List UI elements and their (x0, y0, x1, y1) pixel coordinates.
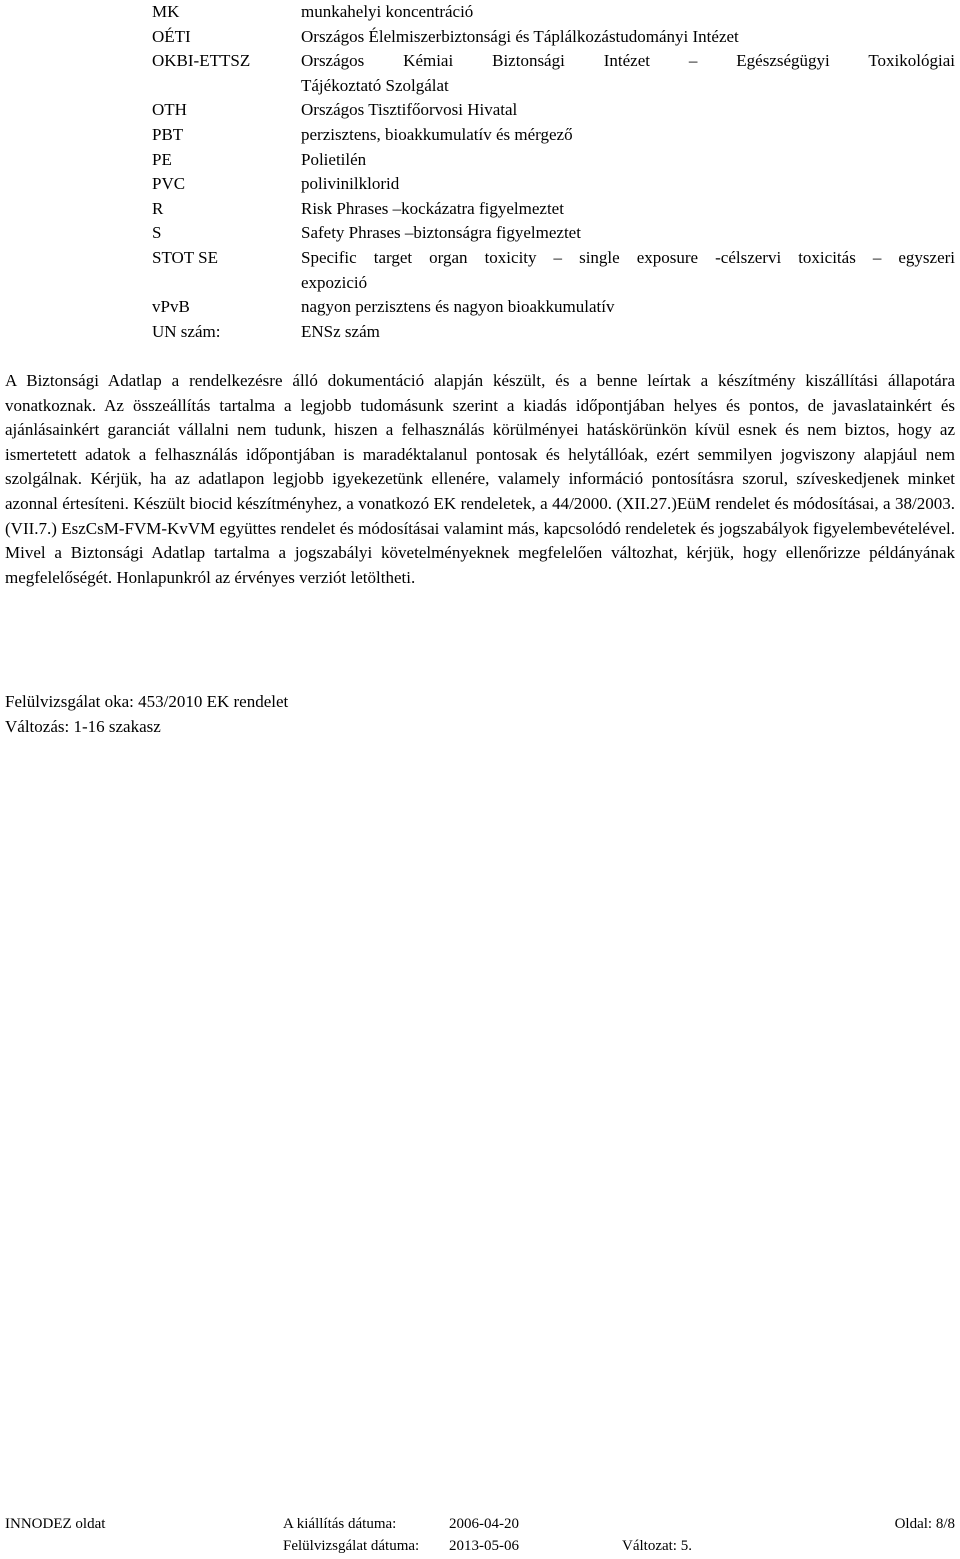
abbreviation-definition-line: Országos Kémiai Biztonsági Intézet – Egészségügyi Toxikológiai (301, 51, 955, 71)
abbreviation-row (0, 197, 960, 222)
abbreviation-definition: polivinilklorid (301, 174, 400, 194)
abbreviation-row (0, 221, 960, 246)
abbreviation-term: S (152, 223, 162, 243)
footer-issue-label: A kiállítás dátuma: (283, 1516, 397, 1532)
abbreviation-list (0, 0, 960, 344)
abbreviation-row (0, 172, 960, 197)
abbreviation-term: vPvB (152, 297, 190, 317)
abbreviation-term: OKBI-ETTSZ (152, 51, 251, 71)
abbreviation-definition: nagyon perzisztens és nagyon bioakkumulatív (301, 297, 615, 317)
abbreviation-row (0, 123, 960, 148)
page-footer (0, 1512, 960, 1557)
abbreviation-row (0, 246, 960, 295)
abbreviation-definition: Risk Phrases –kockázatra figyelmeztet (301, 198, 564, 218)
footer-review-date: 2013-05-06 (449, 1538, 519, 1554)
revision-info (5, 690, 288, 739)
disclaimer-paragraph: A Biztonsági Adatlap a rendelkezésre álló dokumentáció alapján készült, és a benne leírtak a készítmény kiszállítási állapotára vonatkoznak. Az összeállítás tartalma a legjobb tudomásunk szerint a kiadás időpontjában helyes és pontos, de javaslatainkért és ajánlásainkért garanciát vállalni nem tudunk, hiszen a felhasználás körülményei hatáskörünkön kívül esnek és nem biztos, hogy az ismertetett adatok a felhasználás időpontjában is maradéktalanul pontosak és helytállóak, ezért semmilyen jogviszony alapjául nem szolgálnak. Kérjük, ha az adatlapon legjobb igyekezetünk ellenére, valamely információ pontosításra szorul, szíveskedjenek minket azonnal értesíteni. Készült biocid készítményhez, a vonatkozó EK rendeletek, a 44/2000. (XII.27.)EüM rendelet és módosításai, a 38/2003. (VII.7.) EszCsM-FVM-KvVM együttes rendelet és módosításai valamint más, kapcsolódó rendeletek és jogszabályok figyelembevételével. Mivel a Biztonsági Adatlap tartalma a jogszabályi követelményeknek megfelelően változhat, kérjük, hogy ellenőrizze példányának megfelelőségét. Honlapunkról az érvényes verziót letöltheti. (5, 371, 955, 587)
abbreviation-row (0, 295, 960, 320)
abbreviation-row (0, 98, 960, 123)
abbreviation-term: STOT SE (152, 247, 218, 267)
abbreviation-row (0, 0, 960, 25)
footer-page-number: Oldal: 8/8 (894, 1516, 955, 1532)
abbreviation-term: MK (152, 2, 180, 21)
footer-review-label: Felülvizsgálat dátuma: (283, 1538, 420, 1554)
abbreviation-term: R (152, 198, 164, 218)
abbreviation-term: OTH (152, 100, 187, 120)
abbreviation-term: UN szám: (152, 321, 221, 341)
abbreviation-term: PVC (152, 174, 186, 194)
abbreviation-definition: Polietilén (301, 149, 367, 169)
abbreviation-row (0, 148, 960, 173)
abbreviation-definition (301, 246, 955, 295)
abbreviation-term: PBT (152, 124, 184, 144)
footer-company: INNODEZ oldat (5, 1516, 106, 1532)
abbreviation-definition: munkahelyi koncentráció (301, 2, 474, 21)
abbreviation-definition: ENSz szám (301, 321, 380, 341)
revision-reason: Felülvizsgálat oka: 453/2010 EK rendelet (5, 692, 289, 711)
abbreviation-definition-line: expozició (301, 272, 368, 292)
abbreviation-row (0, 25, 960, 50)
abbreviation-row (0, 49, 960, 98)
abbreviation-definition: Országos Élelmiszerbiztonsági és Táplálkozástudományi Intézet (301, 26, 739, 46)
footer-issue-date: 2006-04-20 (449, 1516, 519, 1532)
abbreviation-definition-line: Tájékoztató Szolgálat (301, 75, 449, 95)
abbreviation-definition: perzisztens, bioakkumulatív és mérgező (301, 124, 573, 144)
abbreviation-definition: Országos Tisztifőorvosi Hivatal (301, 100, 518, 120)
abbreviation-definition-line: Specific target organ toxicity – single exposure -célszervi toxicitás – egyszeri (301, 247, 955, 267)
abbreviation-definition: Safety Phrases –biztonságra figyelmeztet (301, 223, 581, 243)
abbreviation-definition (301, 49, 955, 98)
abbreviation-term: OÉTI (152, 26, 191, 46)
abbreviation-term: PE (152, 149, 172, 169)
footer-version: Változat: 5. (622, 1538, 692, 1554)
abbreviation-row (0, 320, 960, 345)
revision-changes: Változás: 1-16 szakasz (5, 716, 161, 736)
